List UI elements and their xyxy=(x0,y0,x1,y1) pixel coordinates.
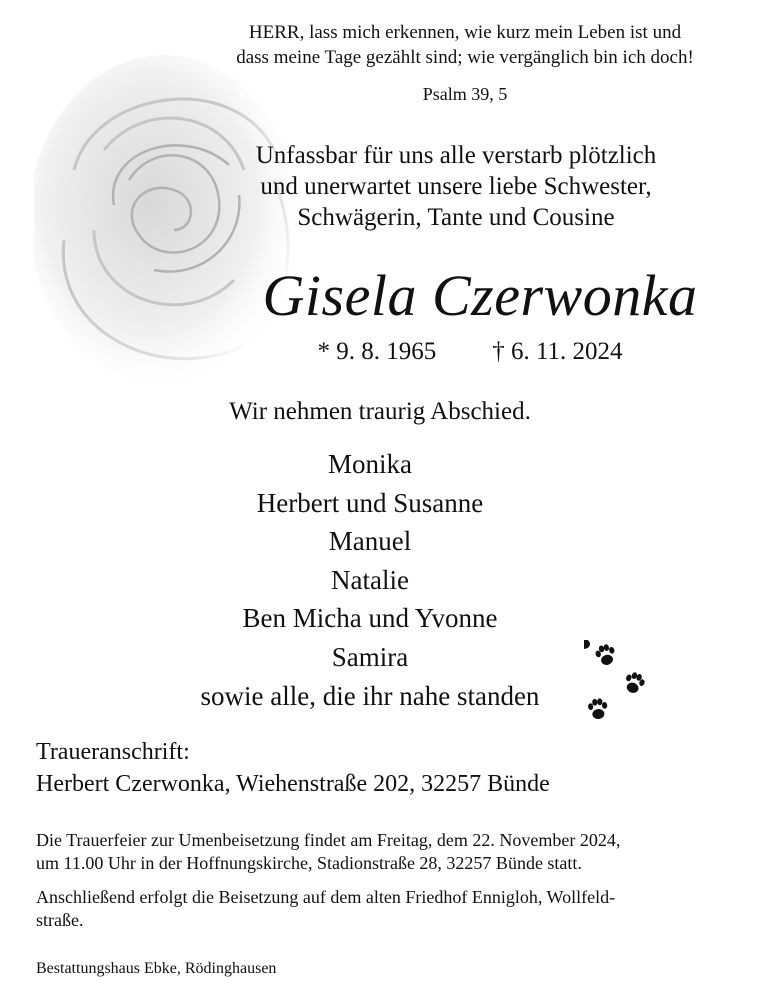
ceremony-notice xyxy=(36,829,736,875)
birth-date: * 9. 8. 1965 xyxy=(317,338,437,365)
mourner: Samira xyxy=(331,641,409,672)
intro-line-3: Schwägerin, Tante und Cousine xyxy=(297,204,615,231)
address-value: Herbert Czerwonka, Wiehenstraße 202, 32257 Bünde xyxy=(36,771,550,797)
mourner: Natalie xyxy=(331,564,409,595)
mourner: Monika xyxy=(328,449,412,479)
mourner: Herbert und Susanne xyxy=(256,487,484,518)
verse-line-1: HERR, lass mich erkennen, wie kurz mein Leben ist und xyxy=(248,22,682,43)
paw-prints-icon xyxy=(584,640,654,730)
ceremony-line-2: um 11.00 Uhr in der Hoffnungskirche, Stadionstraße 28, 32257 Bünde statt. xyxy=(36,853,582,873)
mourners-list xyxy=(160,445,580,715)
mourner: Manuel xyxy=(328,526,412,557)
death-date: † 6. 11. 2024 xyxy=(492,338,623,365)
burial-notice xyxy=(36,886,736,932)
verse-reference: Psalm 39, 5 xyxy=(422,84,508,104)
farewell-text: Wir nehmen traurig Abschied. xyxy=(229,398,531,425)
intro-line-1: Unfassbar für uns alle verstarb plötzlich xyxy=(255,142,657,169)
undertaker-name: Bestattungshaus Ebke, Rödinghausen xyxy=(36,960,277,977)
intro-line-2: und unerwartet unsere liebe Schwester, xyxy=(260,173,652,200)
bible-verse xyxy=(190,20,740,70)
deceased-name: Gisela Czerwonka xyxy=(262,263,698,328)
burial-line-1: Anschließend erfolgt die Beisetzung auf dem alten Friedhof Ennigloh, Wollfeld- xyxy=(36,887,616,907)
verse-line-2: dass meine Tage gezählt sind; wie vergänglich bin ich doch! xyxy=(236,47,694,68)
burial-line-2: straße. xyxy=(36,910,84,930)
address-label: Traueranschrift: xyxy=(36,739,190,765)
intro-text xyxy=(226,140,686,233)
ceremony-line-1: Die Trauerfeier zur Umenbeisetzung findet am Freitag, dem 22. November 2024, xyxy=(36,830,621,850)
mourner: Ben Micha und Yvonne xyxy=(242,603,498,634)
life-dates xyxy=(300,338,640,366)
mourning-address xyxy=(36,736,736,800)
mourner: sowie alle, die ihr nahe standen xyxy=(200,680,540,711)
